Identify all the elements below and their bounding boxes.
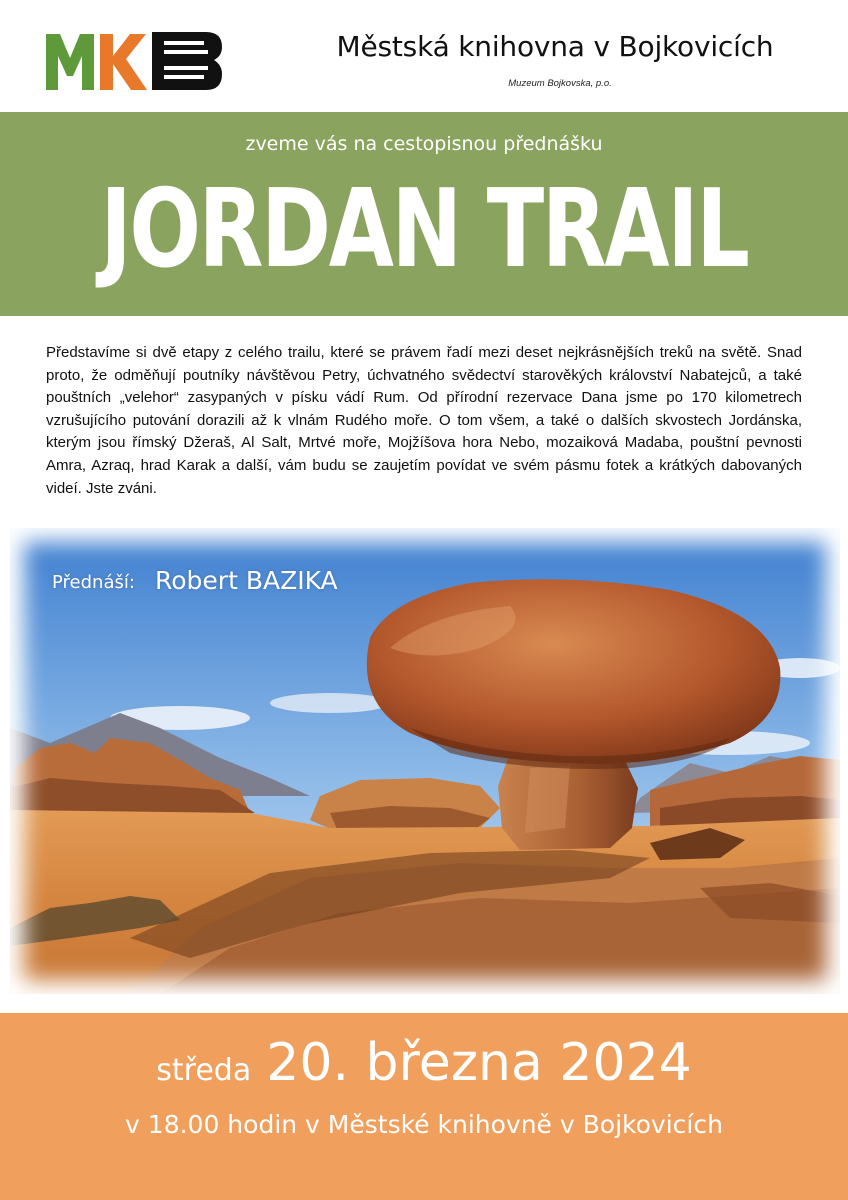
invitation-text: zveme vás na cestopisnou přednášku xyxy=(245,133,603,155)
desert-photo xyxy=(10,528,840,994)
event-weekday: středa xyxy=(156,1053,252,1088)
organization-name: Městská knihovna v Bojkovicích xyxy=(336,30,774,63)
lecturer-label: Přednáší: xyxy=(52,572,135,593)
event-date: 20. března 2024 xyxy=(266,1033,692,1093)
event-venue: v 18.00 hodin v Městské knihovně v Bojkovicích xyxy=(125,1110,723,1139)
event-title: JORDAN TRAIL xyxy=(100,167,748,292)
library-logo xyxy=(46,28,222,92)
header xyxy=(0,0,848,112)
lecturer-name: Robert BAZIKA xyxy=(155,566,338,595)
organization-subtitle: Muzeum Bojkovska, p.o. xyxy=(508,78,612,89)
event-description: Představíme si dvě etapy z celého trailu, které se právem řadí mezi deset nejkrásnějších treků na světě. Snad proto, že odměňují poutníky návštěvou Petry, úchvatného svědectví starověkých království Nabatejců, a také pouštních „velehor“ zasypaných v písku vádí Rum. Od přírodní rezervace Dana jsme po 170 kilometrech vzrušujícího putování dorazili až k vlnám Rudého moře. O tom všem, a také o dalších skvostech Jordánska, kterým jsou římský Džeraš, Al Salt, Mrtvé moře, Mojžíšova hora Nebo, mozaiková Madaba, pouštní pevnosti Amra, Azraq, hrad Karak a další, vám budu se zaujetím povídat ve svém pásmu fotek a krátkých dabovaných videí. Jste zváni. xyxy=(46,344,802,497)
event-date-line xyxy=(0,1033,848,1093)
